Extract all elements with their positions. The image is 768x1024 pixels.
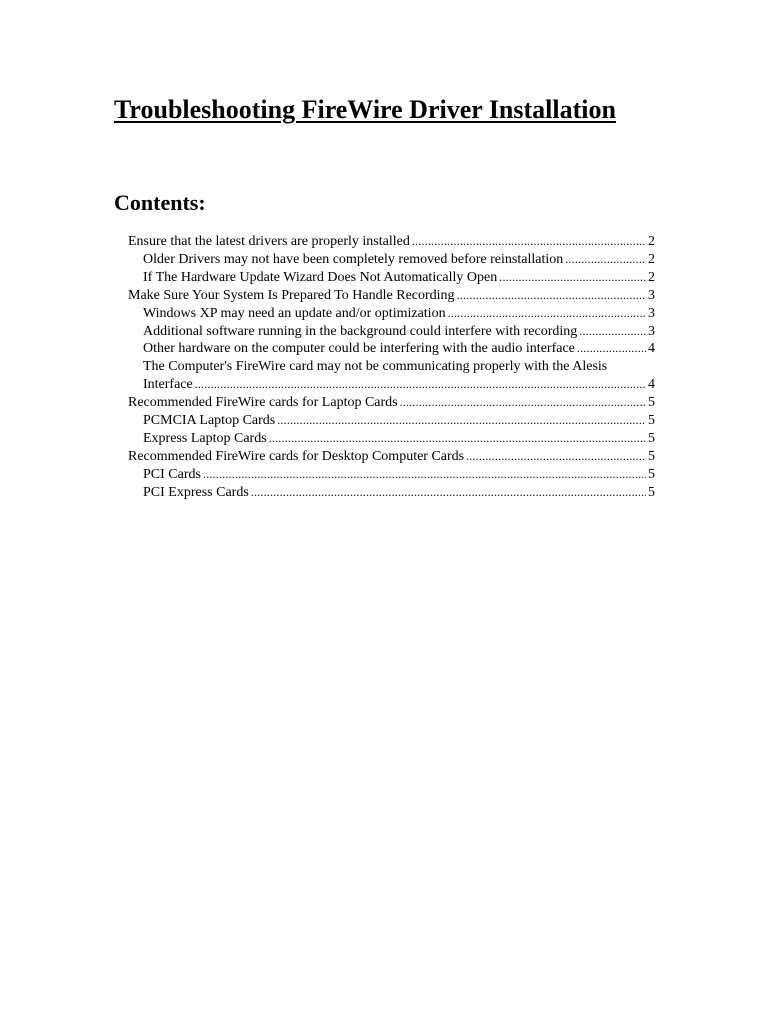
toc-entry[interactable] xyxy=(128,484,655,502)
toc-entry[interactable] xyxy=(128,287,655,305)
toc-entry-text: Recommended FireWire cards for Desktop Computer Cards xyxy=(128,448,465,464)
toc-page-number: 3 xyxy=(648,323,655,339)
toc-entry[interactable] xyxy=(128,340,655,358)
toc-leader-dots xyxy=(499,269,646,287)
toc-entry[interactable] xyxy=(128,358,655,394)
toc-entry-text: Older Drivers may not have been completely removed before reinstallation xyxy=(143,251,564,267)
toc-leader-dots xyxy=(195,376,646,394)
toc-page-number: 4 xyxy=(648,377,655,393)
toc-entry-text: If The Hardware Update Wizard Does Not Automatically Open xyxy=(143,269,498,285)
toc-leader-dots xyxy=(579,323,646,341)
toc-entry-text: Other hardware on the computer could be interfering with the audio interface xyxy=(143,341,575,357)
toc-leader-dots xyxy=(466,448,646,466)
toc-page-number: 5 xyxy=(648,484,655,500)
toc-entry-text-continued: Interface xyxy=(143,377,193,393)
toc-entry[interactable] xyxy=(128,448,655,466)
toc-leader-dots xyxy=(565,251,646,269)
toc-entry-text: Make Sure Your System Is Prepared To Handle Recording xyxy=(128,287,455,303)
toc-entry-text: PCI Cards xyxy=(143,466,201,482)
toc-entry[interactable] xyxy=(128,394,655,412)
toc-leader-dots xyxy=(269,430,646,448)
toc-entry-text: Windows XP may need an update and/or optimization xyxy=(143,305,446,321)
toc-page-number: 5 xyxy=(648,413,655,429)
table-of-contents xyxy=(128,233,655,502)
toc-leader-dots xyxy=(277,412,646,430)
toc-entry[interactable] xyxy=(128,323,655,341)
toc-leader-dots xyxy=(203,466,646,484)
toc-entry-text: Recommended FireWire cards for Laptop Cards xyxy=(128,395,398,411)
toc-leader-dots xyxy=(400,394,646,412)
toc-entry[interactable] xyxy=(128,430,655,448)
toc-entry[interactable] xyxy=(128,305,655,323)
toc-page-number: 5 xyxy=(648,466,655,482)
toc-page-number: 5 xyxy=(648,395,655,411)
toc-entry-text: Additional software running in the background could interfere with recording xyxy=(143,323,578,339)
document-title: Troubleshooting FireWire Driver Installation xyxy=(114,95,616,124)
toc-page-number: 5 xyxy=(648,430,655,446)
toc-leader-dots xyxy=(448,305,646,323)
toc-entry-text: PCMCIA Laptop Cards xyxy=(143,413,276,429)
toc-leader-dots xyxy=(577,340,646,358)
toc-entry[interactable] xyxy=(128,466,655,484)
toc-leader-dots xyxy=(412,233,646,251)
toc-leader-dots xyxy=(251,484,646,502)
toc-page-number: 5 xyxy=(648,448,655,464)
toc-entry[interactable] xyxy=(128,412,655,430)
toc-page-number: 3 xyxy=(648,305,655,321)
toc-page-number: 3 xyxy=(648,287,655,303)
toc-page-number: 2 xyxy=(648,251,655,267)
toc-page-number: 4 xyxy=(648,341,655,357)
toc-entry-text: PCI Express Cards xyxy=(143,484,249,500)
toc-entry-text: Ensure that the latest drivers are properly installed xyxy=(128,234,410,249)
toc-page-number: 2 xyxy=(648,234,655,249)
toc-entry[interactable] xyxy=(128,269,655,287)
toc-page-number: 2 xyxy=(648,269,655,285)
toc-entry[interactable] xyxy=(128,251,655,269)
toc-entry-text: Express Laptop Cards xyxy=(143,430,267,446)
toc-entry[interactable] xyxy=(128,233,655,251)
toc-entry-text: The Computer's FireWire card may not be communicating properly with the Alesis xyxy=(143,359,608,375)
toc-leader-dots xyxy=(457,287,646,305)
contents-heading: Contents: xyxy=(114,190,206,215)
